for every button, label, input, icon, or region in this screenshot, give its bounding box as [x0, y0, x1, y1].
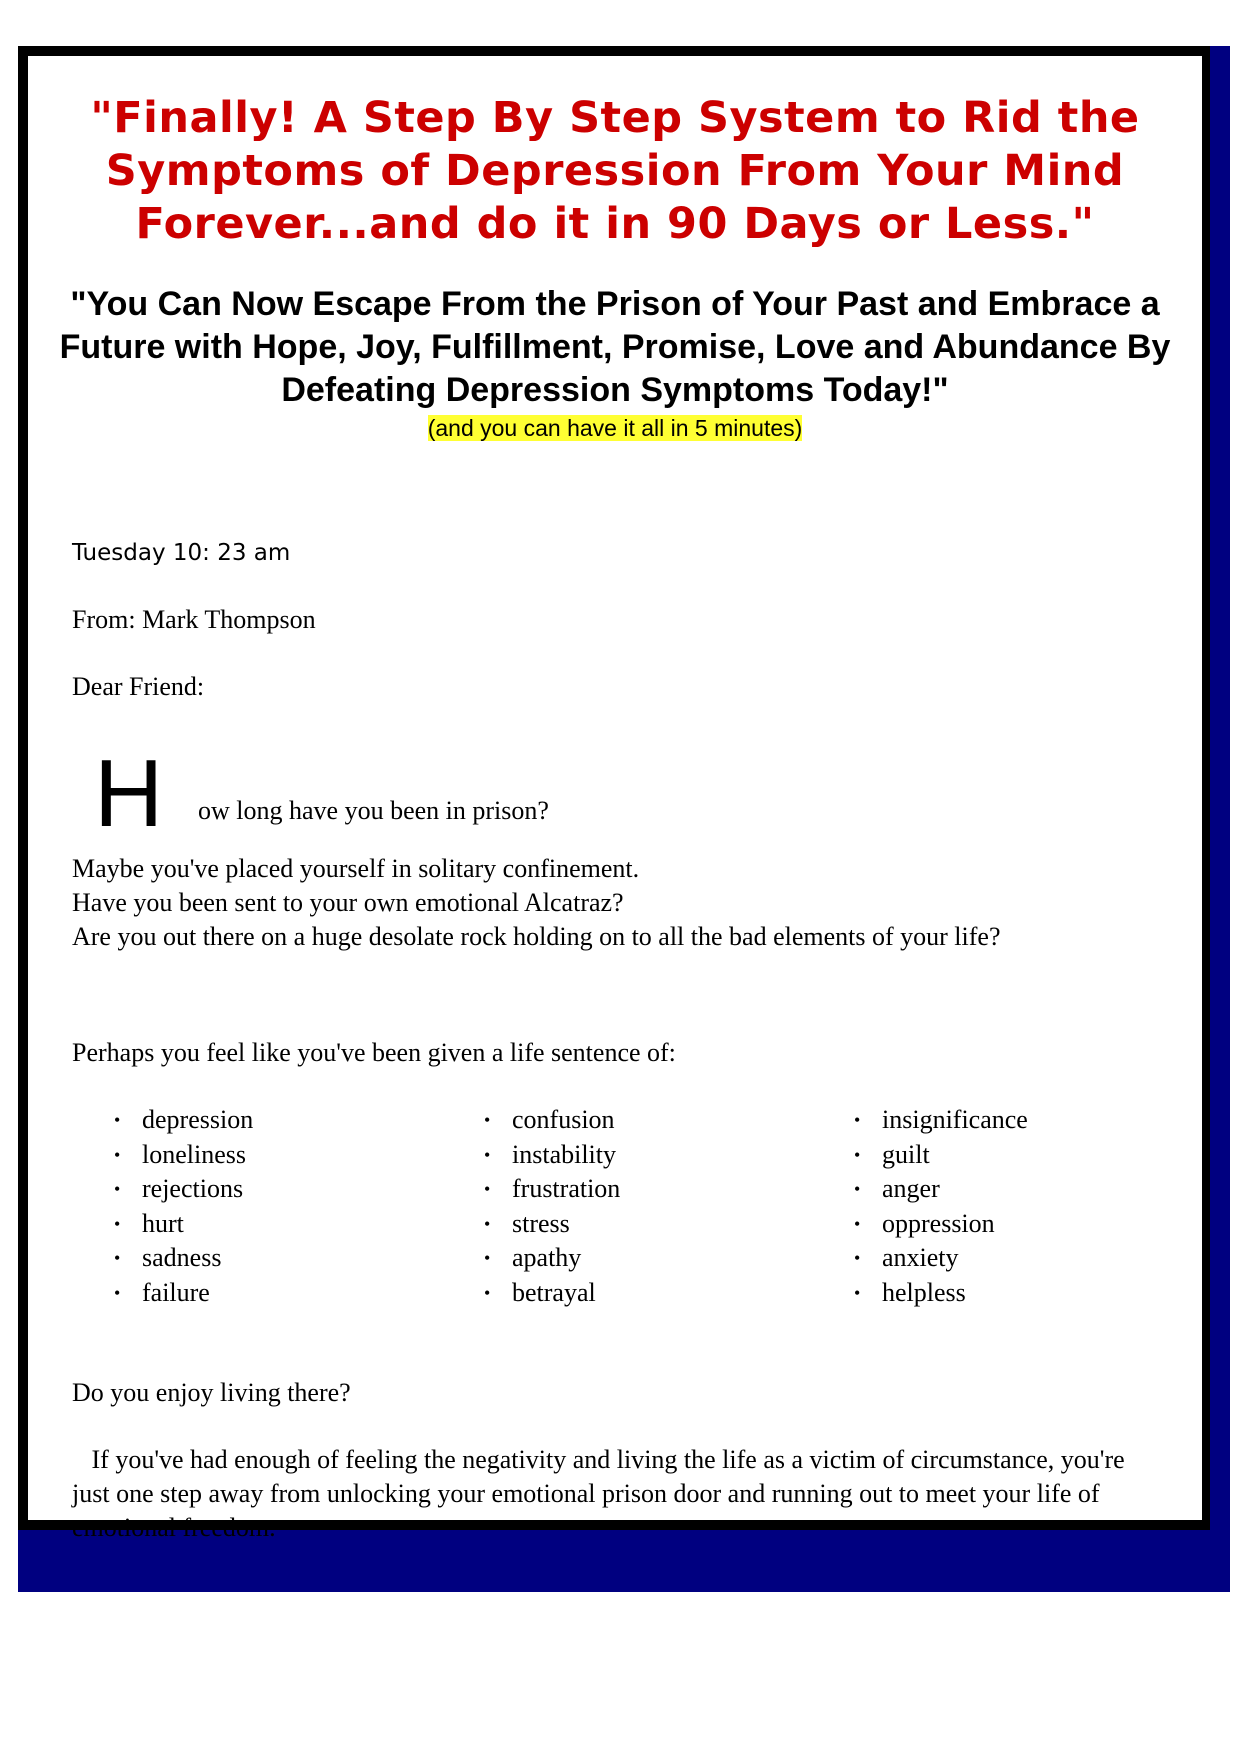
from-line: From: Mark Thompson — [72, 605, 316, 634]
list-item: • oppression — [812, 1207, 1152, 1242]
paragraph-line: Are you out there on a huge desolate rock holding on to all the bad elements of your life? — [72, 922, 1001, 951]
date-line: Tuesday 10: 23 am — [72, 540, 291, 566]
list-item: • anger — [812, 1172, 1152, 1207]
subheadline: "You Can Now Escape From the Prison of Your Past and Embrace a Future with Hope, Joy, Fulfillment, Promise, Love and Abundance By Defeating Depression Symptoms Today!" — [59, 285, 1171, 409]
list-item: • loneliness — [72, 1138, 412, 1173]
list-item: • sadness — [72, 1241, 412, 1276]
paragraph-line: Maybe you've placed yourself in solitary confinement. — [72, 854, 640, 883]
drop-cap: H — [94, 740, 164, 847]
question-line: Do you enjoy living there? — [72, 1378, 351, 1407]
highlight-note-wrapper — [28, 414, 1202, 442]
list-item: • guilt — [812, 1138, 1152, 1173]
list-item: • confusion — [442, 1103, 782, 1138]
salutation: Dear Friend: — [72, 672, 205, 701]
list-item: • stress — [442, 1207, 782, 1242]
list-column-2 — [442, 1103, 782, 1311]
list-item: • instability — [442, 1138, 782, 1173]
list-item: • betrayal — [442, 1276, 782, 1311]
page-frame — [18, 46, 1230, 1592]
closing-text: If you've had enough of feeling the negativity and living the life as a victim of circumstance, you're just one step away from unlocking your emotional prison door and running out to meet your life of emotional freedom. — [72, 1445, 1125, 1542]
opening-line: ow long have you been in prison? — [198, 796, 549, 825]
list-column-3 — [812, 1103, 1152, 1311]
list-item: • rejections — [72, 1172, 412, 1207]
list-column-1 — [72, 1103, 412, 1311]
intro-paragraph — [72, 852, 1001, 954]
list-item: • failure — [72, 1276, 412, 1311]
highlight-note: (and you can have it all in 5 minutes) — [427, 415, 803, 441]
closing-paragraph — [72, 1443, 1162, 1545]
list-item: • hurt — [72, 1207, 412, 1242]
list-item: • insignificance — [812, 1103, 1152, 1138]
headline: "Finally! A Step By Step System to Rid the Symptoms of Depression From Your Mind Forever...and do it in 90 Days or Less." — [90, 93, 1140, 249]
list-item: • depression — [72, 1103, 412, 1138]
list-item: • apathy — [442, 1241, 782, 1276]
list-item: • helpless — [812, 1276, 1152, 1311]
list-item: • anxiety — [812, 1241, 1152, 1276]
paragraph-line: Have you been sent to your own emotional Alcatraz? — [72, 888, 624, 917]
list-intro: Perhaps you feel like you've been given a life sentence of: — [72, 1038, 676, 1067]
list-item: • frustration — [442, 1172, 782, 1207]
content-box — [18, 46, 1210, 1542]
